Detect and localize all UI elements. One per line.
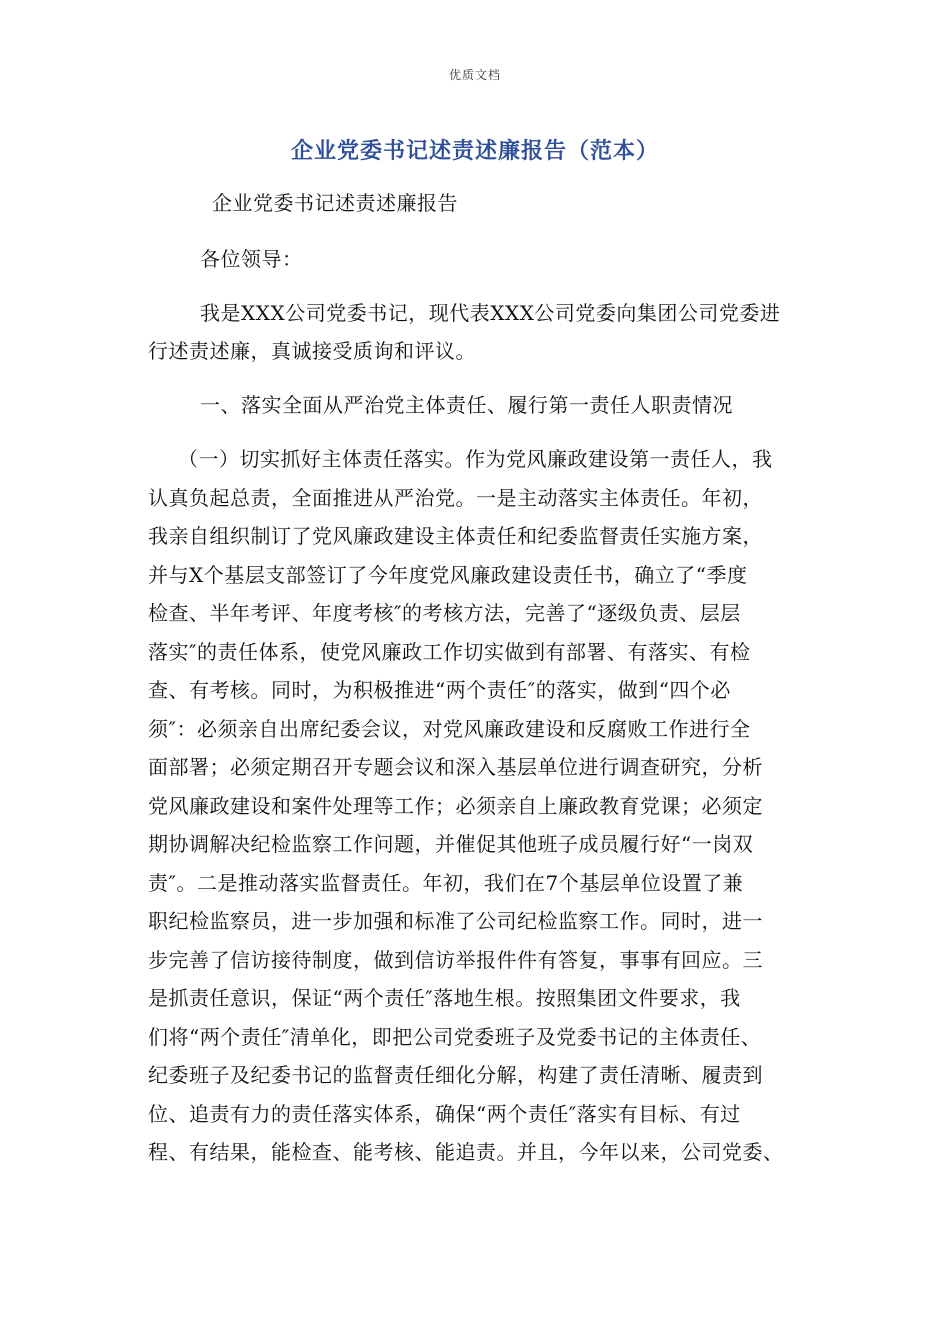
body-line: 查、有考核。同时，为积极推进“两个责任″的落实，做到“四个必 bbox=[148, 678, 731, 702]
body-line: 程、有结果，能检查、能考核、能追责。并且，今年以来，公司党委、 bbox=[148, 1140, 784, 1164]
body-line: 并与X个基层支部签订了今年度党风廉政建设责任书，确立了“季度 bbox=[148, 562, 748, 587]
body-line: 须″：必须亲自出席纪委会议，对党风廉政建设和反腐败工作进行全 bbox=[148, 716, 751, 741]
body-paragraph bbox=[148, 440, 812, 1172]
body-line: 面部署；必须定期召开专题会议和深入基层单位进行调查研究，分析 bbox=[148, 755, 763, 779]
body-line: 们将“两个责任″清单化，即把公司党委班子及党委书记的主体责任、 bbox=[148, 1024, 762, 1049]
body-line: 检查、半年考评、年度考核″的考核方法，完善了“逐级负责、层层 bbox=[148, 601, 741, 625]
body-line: 我亲自组织制订了党风廉政建设主体责任和纪委监督责任实施方案， bbox=[148, 524, 763, 548]
body-line: 步完善了信访接待制度，做到信访举报件件有答复，事事有回应。三 bbox=[148, 947, 763, 972]
body-line: 期协调解决纪检监察工作问题，并催促其他班子成员履行好“一岗双 bbox=[148, 832, 754, 856]
document-subtitle: 企业党委书记述责述廉报告 bbox=[212, 191, 458, 215]
section-heading: 一、落实全面从严治党主体责任、履行第一责任人职责情况 bbox=[200, 393, 733, 417]
body-line: 纪委班子及纪委书记的监督责任细化分解，构建了责任清晰、履责到 bbox=[148, 1063, 763, 1087]
body-line: 职纪检监察员，进一步加强和标准了公司纪检监察工作。同时，进一 bbox=[148, 909, 763, 933]
body-line: 党风廉政建设和案件处理等工作；必须亲自上廉政教育党课；必须定 bbox=[148, 793, 763, 818]
body-line: 落实″的责任体系，使党风廉政工作切实做到有部署、有落实、有检 bbox=[148, 639, 751, 664]
intro-line-2: 行述责述廉，真诚接受质询和评议。 bbox=[148, 339, 476, 363]
body-line: 位、追责有力的责任落实体系，确保“两个责任″落实有目标、有过 bbox=[148, 1101, 741, 1126]
intro-line-1: 我是XXX公司党委书记，现代表XXX公司党委向集团公司党委进 bbox=[200, 301, 781, 325]
body-line: 认真负起总责，全面推进从严治党。一是主动落实主体责任。年初， bbox=[148, 485, 763, 510]
page-header: 优质文档 bbox=[448, 68, 501, 82]
document-title: 企业党委书记述责述廉报告（范本） bbox=[290, 138, 659, 164]
body-line: 责″。二是推动落实监督责任。年初，我们在7个基层单位设置了兼 bbox=[148, 870, 744, 895]
body-line: 是抓责任意识，保证“两个责任″落地生根。按照集团文件要求，我 bbox=[148, 986, 741, 1010]
body-line: （一）切实抓好主体责任落实。作为党风廉政建设第一责任人，我 bbox=[178, 447, 773, 471]
salutation: 各位领导： bbox=[200, 247, 303, 271]
